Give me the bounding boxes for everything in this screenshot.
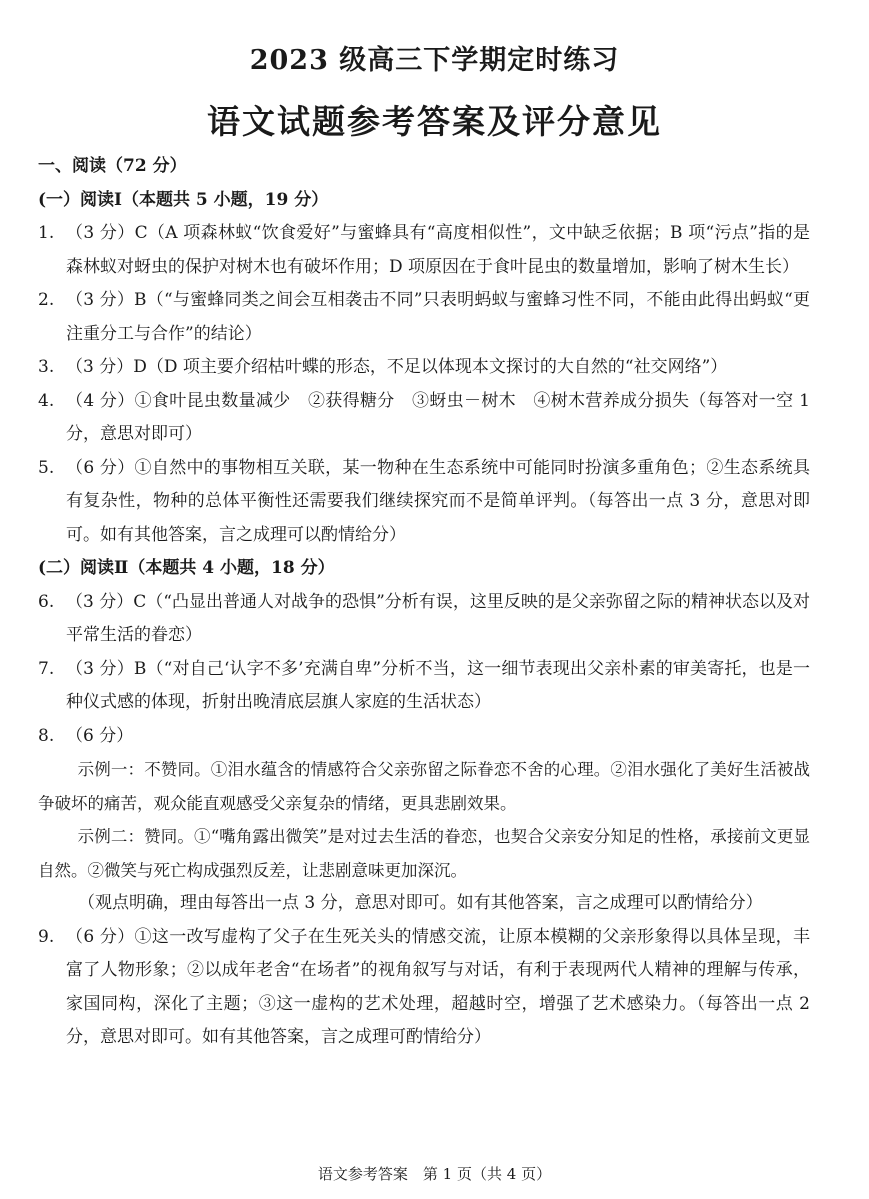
item-number: 6. (38, 591, 55, 612)
item-number: 8. (38, 725, 55, 746)
item-text: （6 分） (66, 725, 134, 746)
page-footer: 语文参考答案 第 1 页（共 4 页） (317, 1165, 552, 1183)
item-text: （6 分）①自然中的事物相互关联，某一物种在生态系统中可能同时扮演多重角色；②生态系统具有复杂性，物种的总体平衡性还需要我们继续探究而不是简单评判。（每答出一点 3 分，意思对即可。如有其他答案，言之成理可以酌情给分） (66, 457, 810, 545)
answer-body (38, 150, 810, 1055)
item-text: （3 分）B（“对自己‘认字不多’充满自卑”分析不当，这一细节表现出父亲朴素的审美寄托，也是一种仪式感的体现，折射出晚清底层旗人家庭的生活状态） (66, 658, 810, 712)
example-answer-1: 示例一：不赞同。①泪水蕴含的情感符合父亲弥留之际眷恋不舍的心理。②泪水强化了美好生活被战争破坏的痛苦，观众能直观感受父亲复杂的情绪，更具悲剧效果。 (38, 760, 810, 813)
answer-item (38, 284, 810, 351)
item-number: 1. (38, 223, 55, 243)
example-answer-2: 示例二：赞同。①“嘴角露出微笑”是对过去生活的眷恋，也契合父亲安分知足的性格，承接前文更显自然。②微笑与死亡构成强烈反差，让悲剧意味更加深沉。 (38, 827, 810, 880)
item-text: （3 分）C（A 项森林蚁“饮食爱好”与蜜蜂具有“高度相似性”，文中缺乏依据；B 项“污点”指的是森林蚁对蚜虫的保护对树木也有破坏作用；D 项原因在于食叶昆虫的数量增加，影响了树木生长） (66, 223, 810, 277)
answer-item (38, 720, 810, 754)
page-subtitle: 语文试题参考答案及评分意见 (207, 102, 662, 141)
part-heading-reading-2: (二）阅读Ⅱ（本题共 4 小题，18 分） (38, 558, 335, 578)
section-heading-reading: 一、阅读（72 分） (38, 156, 187, 176)
item-number: 7. (38, 658, 55, 679)
scoring-note: （观点明确，理由每答出一点 3 分，意思对即可。如有其他答案，言之成理可以酌情给分） (78, 893, 763, 913)
item-text: （3 分）C（“凸显出普通人对战争的恐惧”分析有误，这里反映的是父亲弥留之际的精神状态以及对平常生活的眷恋） (66, 591, 810, 645)
answer-item (38, 217, 810, 284)
item-text: （3 分）B（“与蜜蜂同类之间会互相袭击不同”只表明蚂蚁与蜜蜂习性不同，不能由此得出蚂蚁“更注重分工与合作”的结论） (66, 290, 810, 344)
item-number: 5. (38, 457, 55, 478)
answer-item (38, 586, 810, 653)
answer-item (38, 653, 810, 720)
answer-item (38, 921, 810, 1055)
item-number: 4. (38, 390, 55, 411)
page-title: 2023 级高三下学期定时练习 (249, 45, 620, 76)
answer-item (38, 452, 810, 553)
item-text: （3 分）D（D 项主要介绍枯叶蝶的形态，不足以体现本文探讨的大自然的“社交网络”） (66, 357, 728, 377)
part-heading-reading-1: (一）阅读Ⅰ（本题共 5 小题，19 分） (38, 189, 329, 210)
answer-item (38, 385, 810, 452)
answer-item (38, 351, 810, 385)
item-text: （4 分）①食叶昆虫数量减少 ②获得糖分 ③蚜虫－树木 ④树木营养成分损失（每答对一空 1 分，意思对即可） (66, 390, 810, 444)
item-text: （6 分）①这一改写虚构了父子在生死关头的情感交流，让原本模糊的父亲形象得以具体呈现，丰富了人物形象；②以成年老舍“在场者”的视角叙写与对话，有利于表现两代人精神的理解与传承，家国同构，深化了主题；③这一虚构的艺术处理，超越时空，增强了艺术感染力。（每答出一点 2 分，意思对即可。如有其他答案，言之成理可酌情给分） (66, 926, 810, 1047)
item-number: 9. (38, 926, 55, 947)
item-number: 3. (38, 357, 55, 377)
item-number: 2. (38, 290, 55, 310)
